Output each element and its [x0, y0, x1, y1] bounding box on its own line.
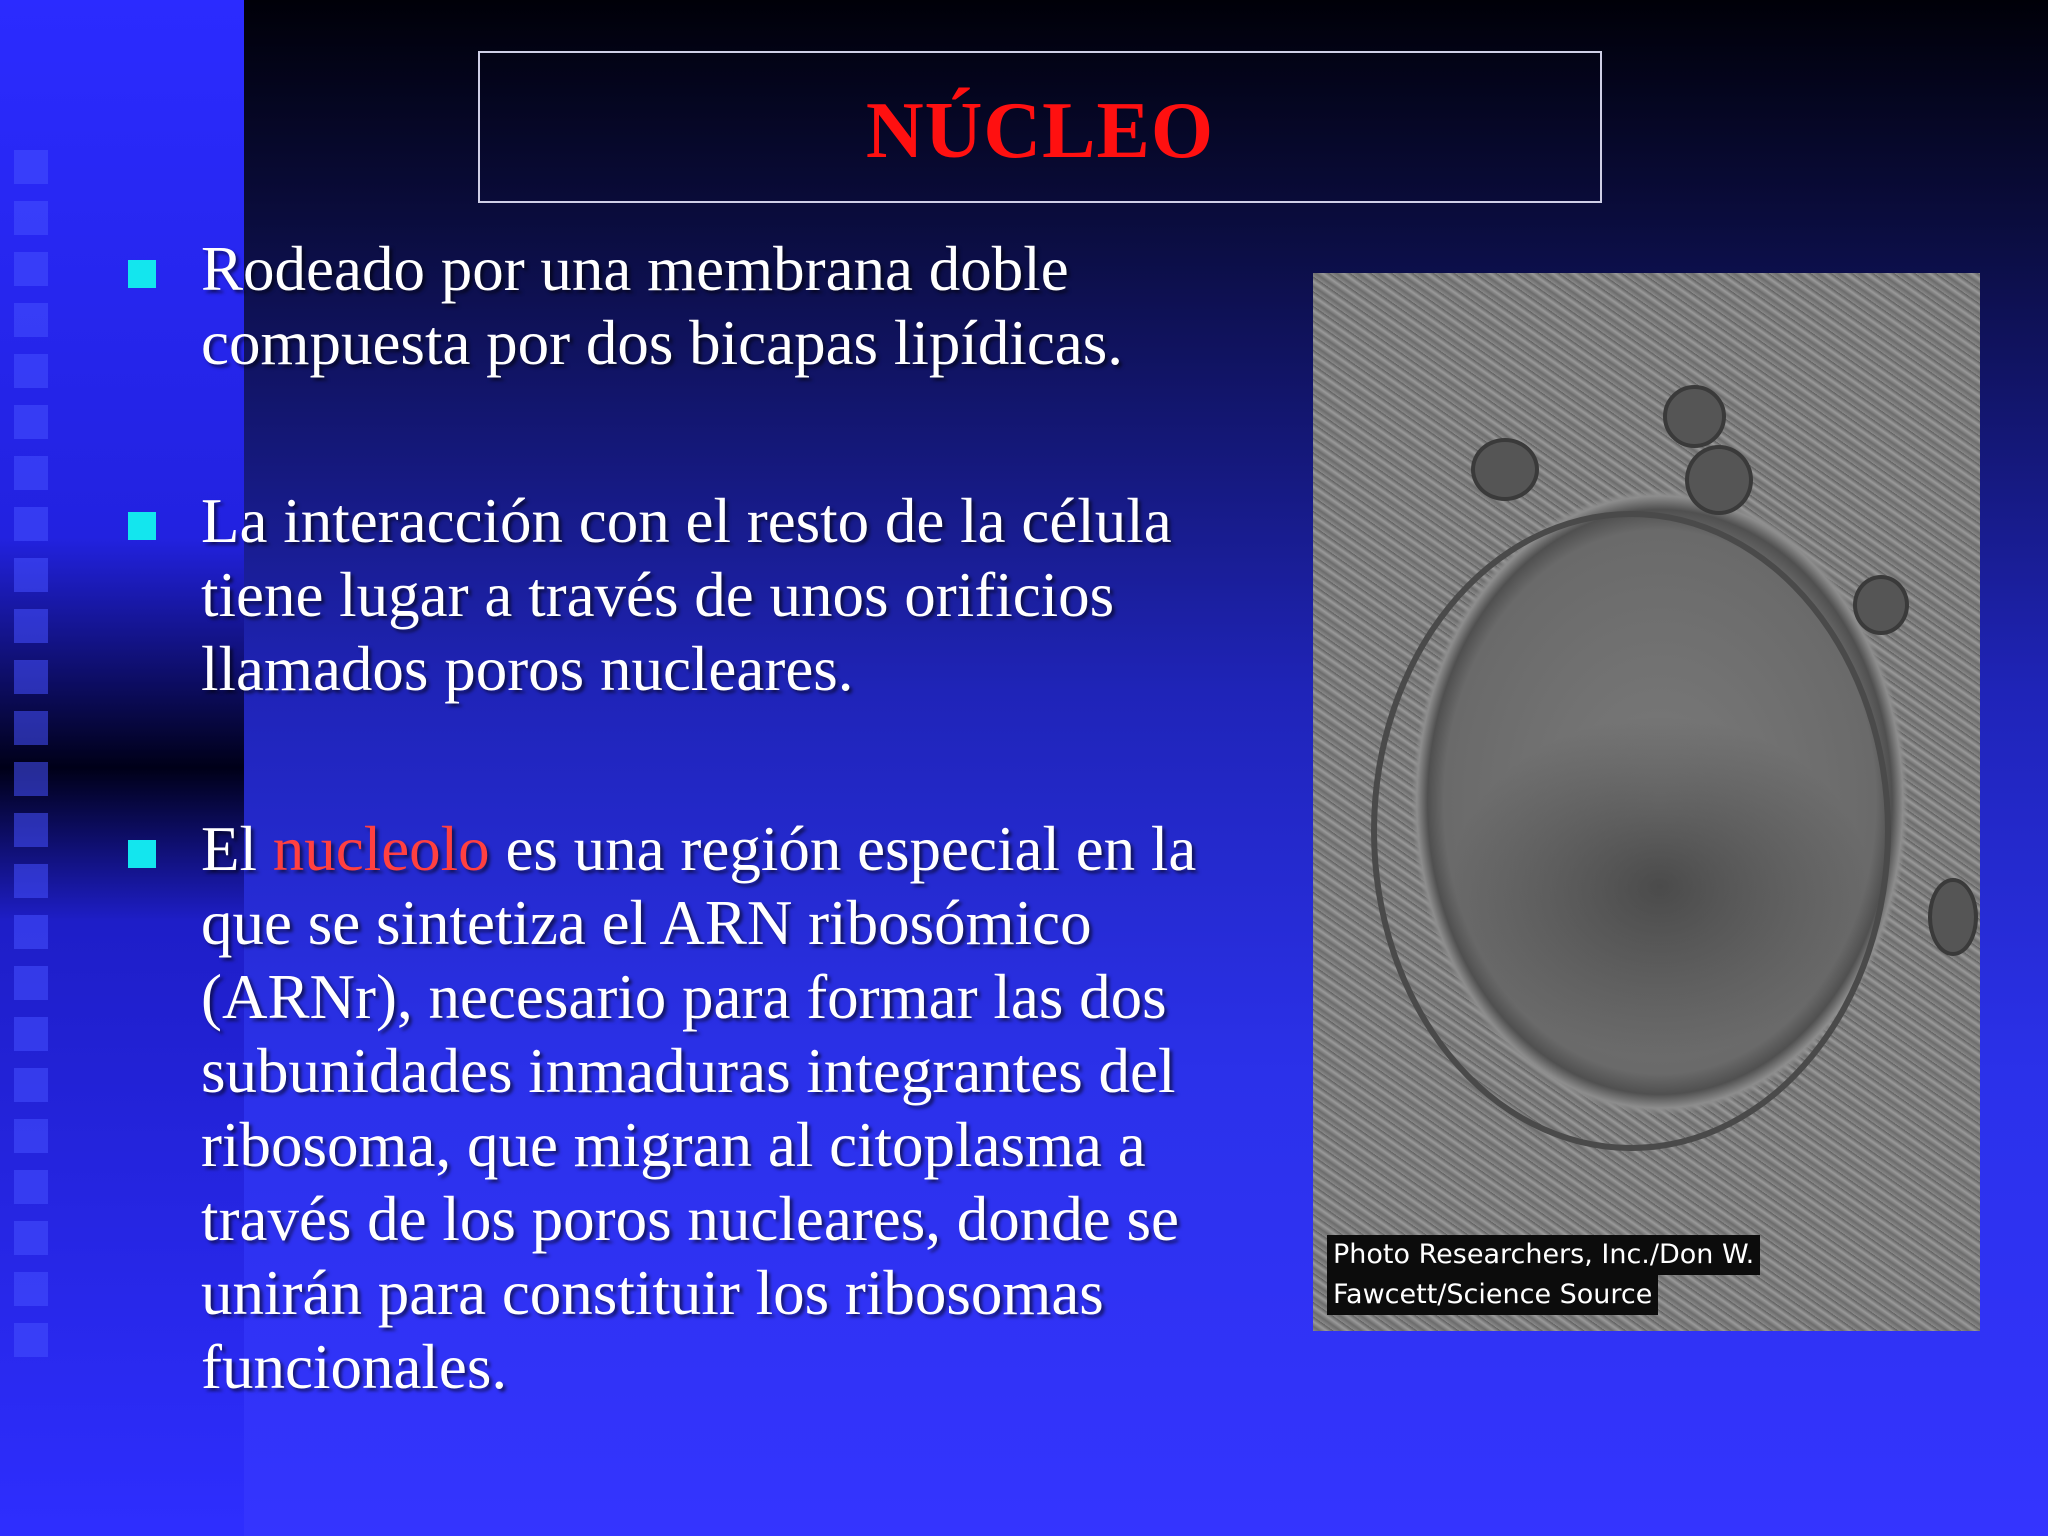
nuclear-envelope [1371, 511, 1891, 1151]
nucleolo-highlight: nucleolo [272, 814, 490, 884]
bullet-text: Rodeado por una membrana doble compuesta por dos bicapas lipídicas. [201, 234, 1124, 378]
mitochondrion [1685, 445, 1753, 515]
mitochondrion [1663, 385, 1726, 448]
photo-credit-line2: Fawcett/Science Source [1327, 1275, 1658, 1315]
mitochondrion [1928, 878, 1978, 956]
bullet-square-icon [128, 512, 156, 540]
mitochondrion [1471, 438, 1539, 501]
bullet-square-icon [128, 840, 156, 868]
nucleus-micrograph [1313, 273, 1980, 1331]
photo-credit-line1: Photo Researchers, Inc./Don W. [1327, 1235, 1760, 1275]
bullet-text-suffix: es una región especial en la que se sintetiza el ARN ribosómico (ARNr), necesario para formar las dos subunidades inmaduras integrantes del ribosoma, que migran al citoplasma a través de los poros nucleares, donde se unirán para constituir los ribosomas funcionales. [201, 814, 1197, 1402]
mitochondrion [1853, 575, 1909, 635]
photo-credit [1327, 1235, 1760, 1315]
bullet-text: La interacción con el resto de la célula tiene lugar a través de unos orificios llamados poros nucleares. [201, 486, 1172, 704]
slide-title: NÚCLEO [865, 86, 1215, 175]
decorative-squares [14, 150, 54, 1374]
bullet-text [201, 812, 1301, 1404]
title-box [478, 51, 1602, 203]
bullet-square-icon [128, 260, 156, 288]
bullet-text-prefix: El [201, 814, 273, 884]
